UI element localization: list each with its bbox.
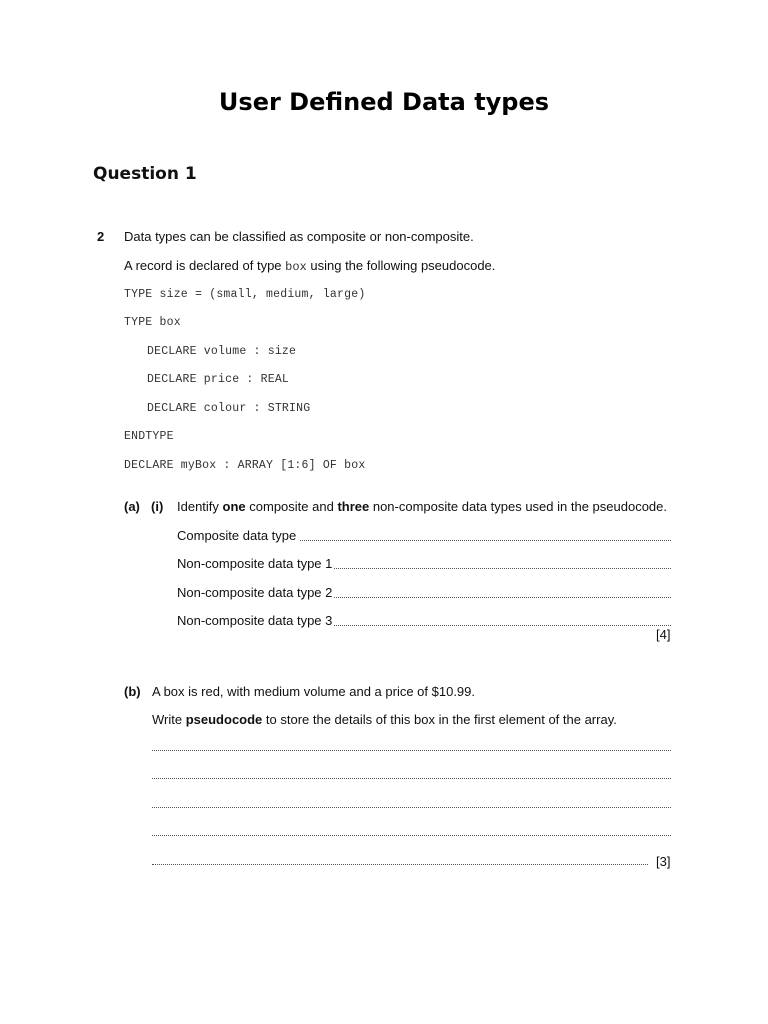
answer-line[interactable] — [334, 568, 671, 569]
answer-line[interactable] — [152, 778, 671, 779]
answer-line[interactable] — [152, 750, 671, 751]
question-heading: Question 1 — [93, 164, 197, 184]
part-a-text: Identify — [177, 499, 223, 514]
answer-line[interactable] — [334, 597, 671, 598]
code-line: TYPE box — [124, 316, 181, 329]
part-a-label: (a) — [124, 499, 140, 514]
part-a-sub-label: (i) — [151, 499, 164, 514]
part-b-text: Write — [152, 712, 186, 727]
part-b-instruction — [152, 712, 617, 728]
answer-line[interactable] — [152, 835, 671, 836]
answer-line[interactable] — [300, 540, 671, 541]
part-a-text: composite and — [245, 499, 338, 514]
part-a-question — [177, 499, 667, 515]
code-line: DECLARE volume : size — [147, 345, 297, 358]
part-b-label: (b) — [124, 684, 141, 699]
answer-field-label: Non-composite data type 3 — [177, 613, 333, 628]
question-intro: Data types can be classified as composite or non-composite. — [124, 229, 474, 244]
answer-line[interactable] — [152, 864, 648, 865]
part-b-question: A box is red, with medium volume and a price of $10.99. — [152, 684, 476, 699]
record-text-post: using the following pseudocode. — [306, 258, 496, 273]
record-type-code: box — [285, 260, 307, 274]
answer-field-label: Non-composite data type 1 — [177, 556, 333, 571]
part-a-text: non-composite data types used in the pseudocode. — [369, 499, 667, 514]
part-b-text: to store the details of this box in the first element of the array. — [262, 712, 617, 727]
code-line: DECLARE myBox : ARRAY [1:6] OF box — [124, 459, 366, 472]
question-number: 2 — [97, 229, 105, 244]
part-a-bold-one: one — [222, 499, 246, 514]
code-line: DECLARE colour : STRING — [147, 402, 311, 415]
code-line: DECLARE price : REAL — [147, 373, 290, 386]
part-b-bold-pseudocode: pseudocode — [185, 712, 263, 727]
record-text-pre: A record is declared of type — [124, 258, 286, 273]
answer-field-label: Composite data type — [177, 528, 297, 543]
answer-field-label: Non-composite data type 2 — [177, 585, 333, 600]
code-line: ENDTYPE — [124, 430, 174, 443]
marks-label: [3] — [656, 854, 671, 869]
page-title: User Defined Data types — [218, 88, 550, 116]
answer-line[interactable] — [152, 807, 671, 808]
code-line: TYPE size = (small, medium, large) — [124, 288, 366, 301]
marks-label: [4] — [656, 627, 671, 642]
answer-line[interactable] — [334, 625, 671, 626]
part-a-bold-three: three — [337, 499, 370, 514]
record-description — [124, 258, 495, 275]
